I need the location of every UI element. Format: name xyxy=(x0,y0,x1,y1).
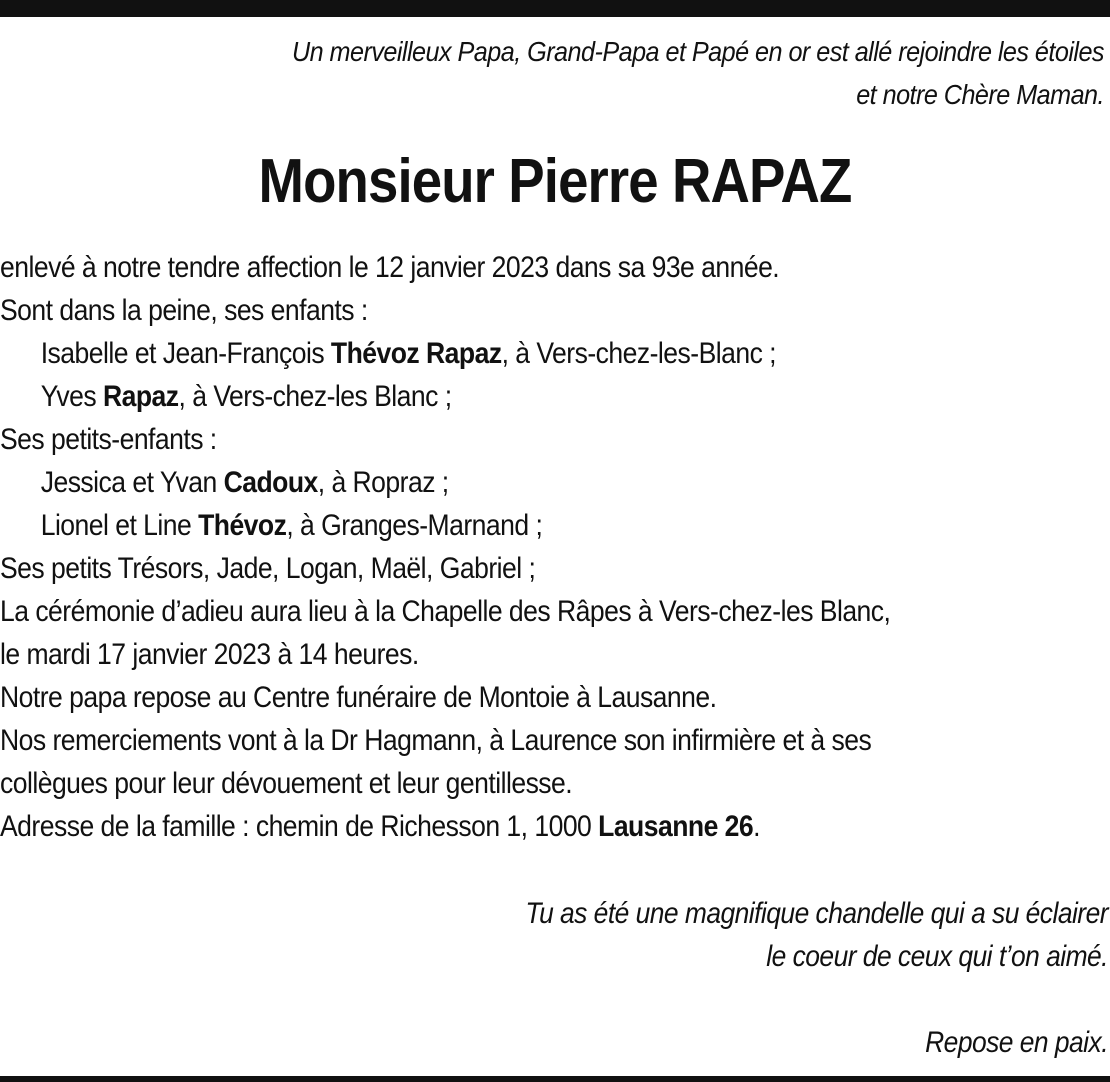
body-line-ceremony: La cérémonie d’adieu aura lieu à la Chapelle des Râpes à Vers-chez-les Blanc, xyxy=(0,595,891,628)
body-line-grandchild-2 xyxy=(0,504,1097,547)
grandchild-1-names: Jessica et Yvan xyxy=(40,466,224,499)
closing-line-2: le coeur de ceux qui t’on aimé. xyxy=(766,940,1108,973)
body-line-grandchildren-heading: Ses petits-enfants : xyxy=(0,423,217,456)
closing-line-1: Tu as été une magnifique chandelle qui a su éclairer xyxy=(525,897,1108,930)
body-line-thanks: Nos remerciements vont à la Dr Hagmann, à Laurence son infirmière et à ses xyxy=(0,724,872,757)
body-line-children-heading: Sont dans la peine, ses enfants : xyxy=(0,294,368,327)
grandchild-2-place: , à Granges-Marnand ; xyxy=(286,509,543,542)
deceased-name-title: Monsieur Pierre RAPAZ xyxy=(258,147,852,216)
address-end: . xyxy=(753,810,761,843)
body-line-rest-place: Notre papa repose au Centre funéraire de Montoie à Lausanne. xyxy=(0,681,717,714)
grandchild-2-names: Lionel et Line xyxy=(40,509,199,542)
address-city: Lausanne 26 xyxy=(598,810,754,843)
body-line-thanks-cont: collègues pour leur dévouement et leur gentillesse. xyxy=(0,767,573,800)
child-1-place: , à Vers-chez-les-Blanc ; xyxy=(501,337,777,370)
body-line-great-grandchildren: Ses petits Trésors, Jade, Logan, Maël, Gabriel ; xyxy=(0,552,536,585)
child-1-names: Isabelle et Jean-François xyxy=(40,337,331,370)
grandchild-2-surname: Thévoz xyxy=(198,509,287,542)
body-line-ceremony-date: le mardi 17 janvier 2023 à 14 heures. xyxy=(0,638,419,671)
epigraph-line-1: Un merveilleux Papa, Grand-Papa et Papé en or est allé rejoindre les étoiles xyxy=(291,36,1104,67)
body-line-grandchild-1 xyxy=(0,461,1097,504)
epigraph-line-2: et notre Chère Maman. xyxy=(856,79,1104,110)
bottom-border-rule xyxy=(0,1076,1110,1082)
body-line-child-2 xyxy=(0,375,1097,418)
child-2-surname: Rapaz xyxy=(102,380,179,413)
address-text: Adresse de la famille : chemin de Richesson 1, 1000 xyxy=(0,810,599,843)
grandchild-1-surname: Cadoux xyxy=(223,466,318,499)
body-line-family-address xyxy=(0,805,1097,848)
child-1-surname: Thévoz Rapaz xyxy=(330,337,502,370)
child-2-place: , à Vers-chez-les Blanc ; xyxy=(178,380,452,413)
epigraph-quote xyxy=(114,30,1104,116)
farewell-text: Repose en paix. xyxy=(925,1026,1108,1059)
child-2-names: Yves xyxy=(40,380,103,413)
top-border-rule xyxy=(0,0,1110,17)
obituary-body xyxy=(0,246,1097,848)
closing-quote xyxy=(140,892,1108,978)
grandchild-1-place: , à Ropraz ; xyxy=(317,466,449,499)
body-line-child-1 xyxy=(0,332,1097,375)
body-line-passing: enlevé à notre tendre affection le 12 janvier 2023 dans sa 93e année. xyxy=(0,251,780,284)
